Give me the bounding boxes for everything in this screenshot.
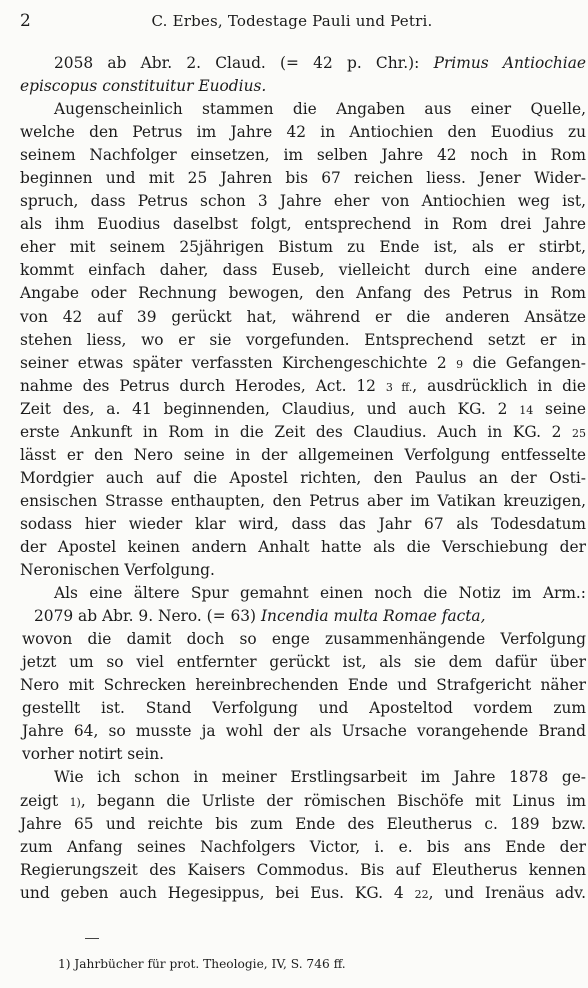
text-line [20, 882, 586, 905]
text-line [20, 766, 586, 789]
line-text: eher mit seinem 25jährigen Bistum zu Ende ist, als er stirbt, [20, 238, 586, 257]
text-line [20, 743, 586, 766]
text-line [20, 651, 586, 674]
line-text: nahme des Petrus durch Herodes, Act. 12 [20, 376, 386, 395]
line-text-cont: , und Irenäus adv. [428, 883, 586, 902]
text-line [20, 282, 586, 305]
text-line [20, 674, 586, 697]
running-head: C. Erbes, Todestage Pauli und Petri. [151, 12, 433, 30]
line-text: als ihm Euodius daselbst folgt, entsprechend in Rom drei Jahre [20, 215, 586, 234]
text-line [20, 582, 586, 605]
text-line [20, 444, 586, 467]
line-text-cont: seine [533, 399, 586, 418]
line-text: Angabe oder Rechnung bewogen, den Anfang des Petrus in Rom [20, 284, 586, 303]
line-text-cont: , ausdrücklich in die [412, 376, 587, 395]
text-line [20, 52, 586, 75]
line-text: Nero mit Schrecken hereinbrechenden Ende und Strafgericht näher [20, 676, 586, 695]
line-text: lässt er den Nero seine in der allgemeinen Verfolgung entfesselte [20, 445, 586, 464]
line-text: jetzt um so viel entfernter gerückt ist, als sie dem dafür über [22, 653, 586, 672]
reference-sub: 22 [414, 887, 429, 901]
page-number: 2 [20, 11, 31, 31]
footnote-rule [85, 938, 99, 939]
latin-quote: Primus Antiochiae [433, 54, 586, 72]
line-text: gestellt ist. Stand Verfolgung und Aposteltod vordem zum [22, 699, 586, 718]
reference-sub: 9 [456, 357, 464, 371]
text-line [20, 375, 586, 398]
reference-sub: 25 [572, 426, 586, 440]
latin-quote: episcopus constituitur Euodius. [20, 77, 267, 96]
text-line [20, 306, 586, 329]
text-line [20, 259, 586, 282]
line-text: seiner etwas später verfassten Kirchengeschichte 2 [20, 353, 457, 372]
text-line [20, 536, 586, 559]
line-text: erste Ankunft in Rom in die Zeit des Claudius. Auch in KG. 2 [20, 422, 572, 441]
reference-sub: 14 [519, 403, 534, 417]
line-text: zeigt [20, 791, 70, 810]
footnote: 1) Jahrbücher für prot. Theologie, IV, S. 746 ff. [58, 957, 346, 971]
line-text: 2079 ab Abr. 9. Nero. (= 63) [34, 607, 261, 626]
line-text: welche den Petrus im Jahre 42 in Antiochien den Euodius zu [20, 123, 586, 142]
text-line [20, 628, 586, 651]
line-text: Zeit des, a. 41 beginnenden, Claudius, und auch KG. 2 [20, 399, 520, 418]
text-line [20, 98, 586, 121]
line-text: zum Anfang seines Nachfolgers Victor, i. e. bis ans Ende der [20, 837, 586, 856]
text-line [20, 513, 586, 536]
line-text: wovon die damit doch so enge zusammenhängende Verfolgung [22, 630, 586, 649]
line-text: der Apostel keinen andern Anhalt hatte als die Verschiebung der [20, 537, 586, 556]
text-line [20, 859, 586, 882]
line-text: 2058 ab Abr. 2. Claud. (= 42 p. Chr.): [54, 54, 434, 72]
text-line [20, 836, 586, 859]
line-text: Mordgier auch auf die Apostel richten, den Paulus an der Osti- [20, 468, 586, 487]
text-line [20, 813, 586, 836]
page-header [20, 11, 564, 35]
line-text-cont: die Gefangen- [463, 353, 586, 372]
text-line [20, 490, 586, 513]
line-text: vorher notirt sein. [22, 745, 165, 764]
line-text: beginnen und mit 25 Jahren bis 67 reichen liess. Jener Wider- [20, 169, 586, 188]
text-line [20, 144, 586, 167]
line-text: sodass hier wieder klar wird, dass das Jahr 67 als Todesdatum [20, 514, 586, 533]
line-text: kommt einfach daher, dass Euseb, vielleicht durch eine andere [20, 261, 586, 280]
line-text-cont: , begann die Urliste der römischen Bischöfe mit Linus im [80, 791, 586, 810]
text-line [20, 605, 586, 628]
line-text: Neronischen Verfolgung. [20, 561, 215, 580]
text-line [20, 352, 586, 375]
text-line [20, 190, 586, 213]
reference-sub: 1) [69, 795, 81, 809]
body-text [20, 52, 586, 905]
text-line [20, 236, 586, 259]
text-line [20, 559, 586, 582]
line-text: ensischen Strasse enthaupten, den Petrus aber im Vatikan kreuzigen, [20, 491, 586, 510]
line-text: stehen liess, wo er sie vorgefunden. Entsprechend setzt er in [20, 330, 586, 349]
text-line [20, 398, 586, 421]
text-line [20, 790, 586, 813]
line-text: Als eine ältere Spur gemahnt einen noch die Notiz im Arm.: [54, 584, 586, 603]
latin-quote: Incendia multa Romae facta, [260, 607, 486, 626]
line-text: Jahre 65 und reichte bis zum Ende des Eleutherus c. 189 bzw. [20, 814, 586, 833]
reference-sub: 3 ff. [385, 380, 413, 394]
line-text: und geben auch Hegesippus, bei Eus. KG. 4 [20, 883, 415, 902]
line-text: seinem Nachfolger einsetzen, im selben Jahre 42 noch in Rom [20, 146, 586, 165]
line-text: Jahre 64, so musste ja wohl der als Ursache vorangehende Brand [22, 722, 586, 741]
text-line [20, 167, 586, 190]
line-text: Augenscheinlich stammen die Angaben aus einer Quelle, [54, 100, 586, 119]
text-line [20, 213, 586, 236]
line-text: Regierungszeit des Kaisers Commodus. Bis auf Eleutherus kennen [20, 860, 586, 879]
text-line [20, 467, 586, 490]
line-text: spruch, dass Petrus schon 3 Jahre eher von Antiochien weg ist, [20, 192, 586, 211]
text-line [20, 121, 586, 144]
text-line [20, 329, 586, 352]
text-line [20, 720, 586, 743]
text-line [20, 75, 586, 98]
line-text: Wie ich schon in meiner Erstlingsarbeit im Jahre 1878 ge- [54, 768, 586, 787]
text-line [20, 421, 586, 444]
line-text: von 42 auf 39 gerückt hat, während er die anderen Ansätze [20, 307, 586, 326]
text-line [20, 697, 586, 720]
